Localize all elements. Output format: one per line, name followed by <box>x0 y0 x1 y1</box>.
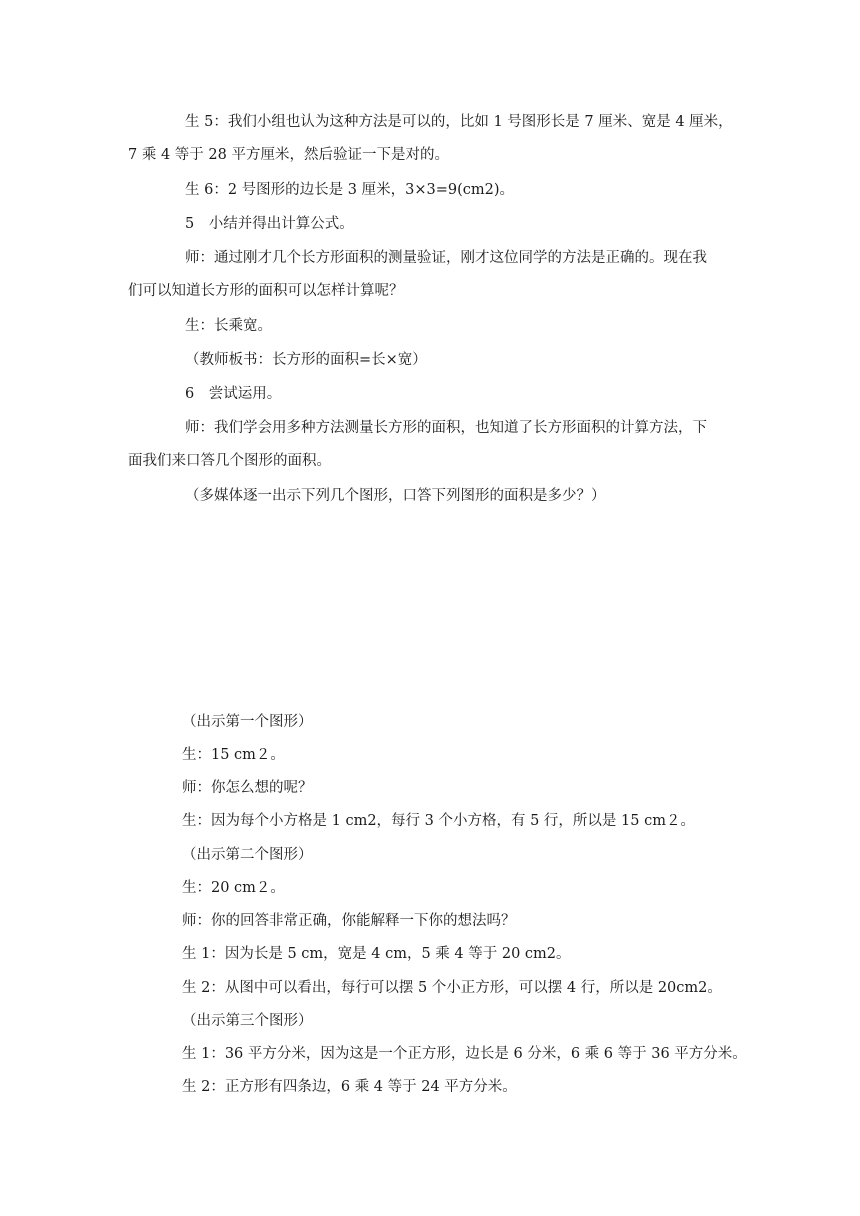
paragraph-teacher-question-2: 师：你的回答非常正确，你能解释一下你的想法吗？ <box>182 913 516 929</box>
paragraph-teacher-2: 师：我们学会用多种方法测量长方形的面积，也知道了长方形面积的计算方法，下 <box>185 420 707 436</box>
paragraph-student6: 生 6：2 号图形的边长是 3 厘米，3×3=9(cm2)。 <box>185 182 514 198</box>
paragraph-teacher-2-continued: 面我们来口答几个图形的面积。 <box>128 453 331 469</box>
paragraph-teacher-question-1: 师：你怎么想的呢？ <box>182 780 313 796</box>
paragraph-student5-continued: 7 乘 4 等于 28 平方厘米，然后验证一下是对的。 <box>128 147 449 163</box>
paragraph-show-figure-1: （出示第一个图形） <box>182 714 313 730</box>
paragraph-student1-explanation-2: 生 1：因为长是 5 cm，宽是 4 cm，5 乘 4 等于 20 cm2。 <box>182 946 571 962</box>
paragraph-student-answer: 生：长乘宽。 <box>185 318 272 334</box>
section-heading-summary: 5 小结并得出计算公式。 <box>185 216 354 232</box>
paragraph-student1-answer-3: 生 1：36 平方分米，因为这是一个正方形，边长是 6 分米，6 乘 6 等于 36 平方分米。 <box>182 1046 747 1062</box>
paragraph-answer-1: 生：15 cm２。 <box>182 747 285 763</box>
paragraph-answer-2: 生：20 cm２。 <box>182 880 285 896</box>
paragraph-show-figure-3: （出示第三个图形） <box>182 1013 313 1029</box>
paragraph-student2-answer-3: 生 2：正方形有四条边，6 乘 4 等于 24 平方分米。 <box>182 1079 517 1095</box>
paragraph-board-note: （教师板书：长方形的面积=长×宽） <box>185 352 427 368</box>
paragraph-student2-explanation-2: 生 2：从图中可以看出，每行可以摆 5 个小正方形，可以摆 4 行，所以是 20cm2。 <box>182 980 722 996</box>
section-heading-practice: 6 尝试运用。 <box>185 386 282 402</box>
paragraph-student5: 生 5：我们小组也认为这种方法是可以的，比如 1 号图形长是 7 厘米、宽是 4 厘米， <box>185 114 733 130</box>
paragraph-show-figure-2: （出示第二个图形） <box>182 847 313 863</box>
paragraph-explanation-1: 生：因为每个小方格是 1 cm2，每行 3 个小方格，有 5 行，所以是 15 cm２。 <box>182 813 695 829</box>
paragraph-multimedia-note: （多媒体逐一出示下列几个图形，口答下列图形的面积是多少？） <box>185 488 606 504</box>
paragraph-teacher-1-continued: 们可以知道长方形的面积可以怎样计算呢？ <box>128 283 404 299</box>
paragraph-teacher-1: 师：通过刚才几个长方形面积的测量验证，刚才这位同学的方法是正确的。现在我 <box>185 250 707 266</box>
